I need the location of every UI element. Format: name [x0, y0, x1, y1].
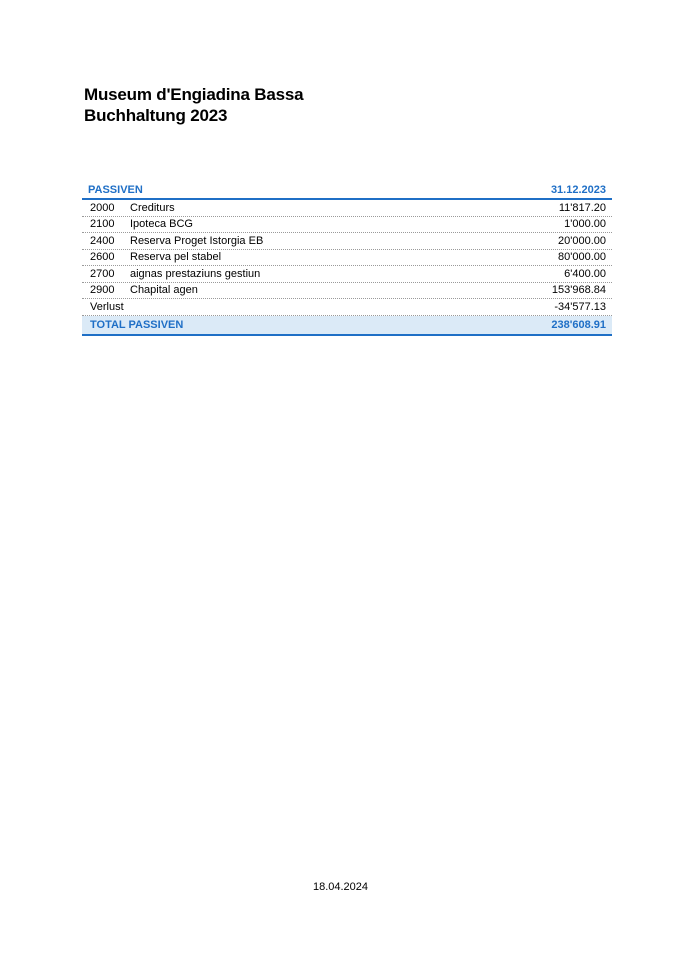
- account-label: Reserva pel stabel: [130, 251, 222, 264]
- document-title-block: [84, 84, 303, 126]
- column-date-label: 31.12.2023: [550, 184, 606, 196]
- account-label: Crediturs: [130, 201, 175, 214]
- balance-sheet-liabilities-table: [82, 182, 612, 336]
- account-amount: 1'000.00: [564, 218, 606, 231]
- account-code: 2400: [90, 234, 115, 247]
- account-code: 2000: [90, 201, 115, 214]
- account-amount: 20'000.00: [558, 234, 606, 247]
- total-row: [82, 316, 612, 336]
- table-row: [82, 283, 612, 300]
- account-label: Chapital agen: [130, 284, 198, 297]
- account-code: 2600: [90, 251, 115, 264]
- account-code: 2100: [90, 218, 115, 231]
- account-amount: 11'817.20: [558, 201, 606, 214]
- organization-title: Museum d'Engiadina Bassa: [84, 85, 304, 104]
- account-amount: 6'400.00: [564, 267, 606, 280]
- document-subtitle: Buchhaltung 2023: [84, 106, 228, 125]
- table-row: [82, 233, 612, 250]
- table-row: [82, 217, 612, 234]
- total-amount: 238'608.91: [551, 318, 606, 331]
- loss-amount: -34'577.13: [554, 300, 606, 313]
- print-date: 18.04.2024: [312, 881, 369, 893]
- loss-row: [82, 299, 612, 316]
- account-label: aignas prestaziuns gestiun: [130, 267, 261, 280]
- account-amount: 80'000.00: [558, 251, 606, 264]
- total-label: TOTAL PASSIVEN: [90, 318, 184, 331]
- table-row: [82, 250, 612, 267]
- account-code: 2900: [90, 284, 115, 297]
- table-row: [82, 200, 612, 217]
- table-header: [82, 182, 612, 200]
- account-amount: 153'968.84: [551, 284, 606, 297]
- account-label: Reserva Proget Istorgia EB: [130, 234, 264, 247]
- account-code: 2700: [90, 267, 115, 280]
- section-label: PASSIVEN: [88, 184, 143, 196]
- table-row: [82, 266, 612, 283]
- loss-label: Verlust: [90, 300, 124, 313]
- account-label: Ipoteca BCG: [130, 218, 193, 231]
